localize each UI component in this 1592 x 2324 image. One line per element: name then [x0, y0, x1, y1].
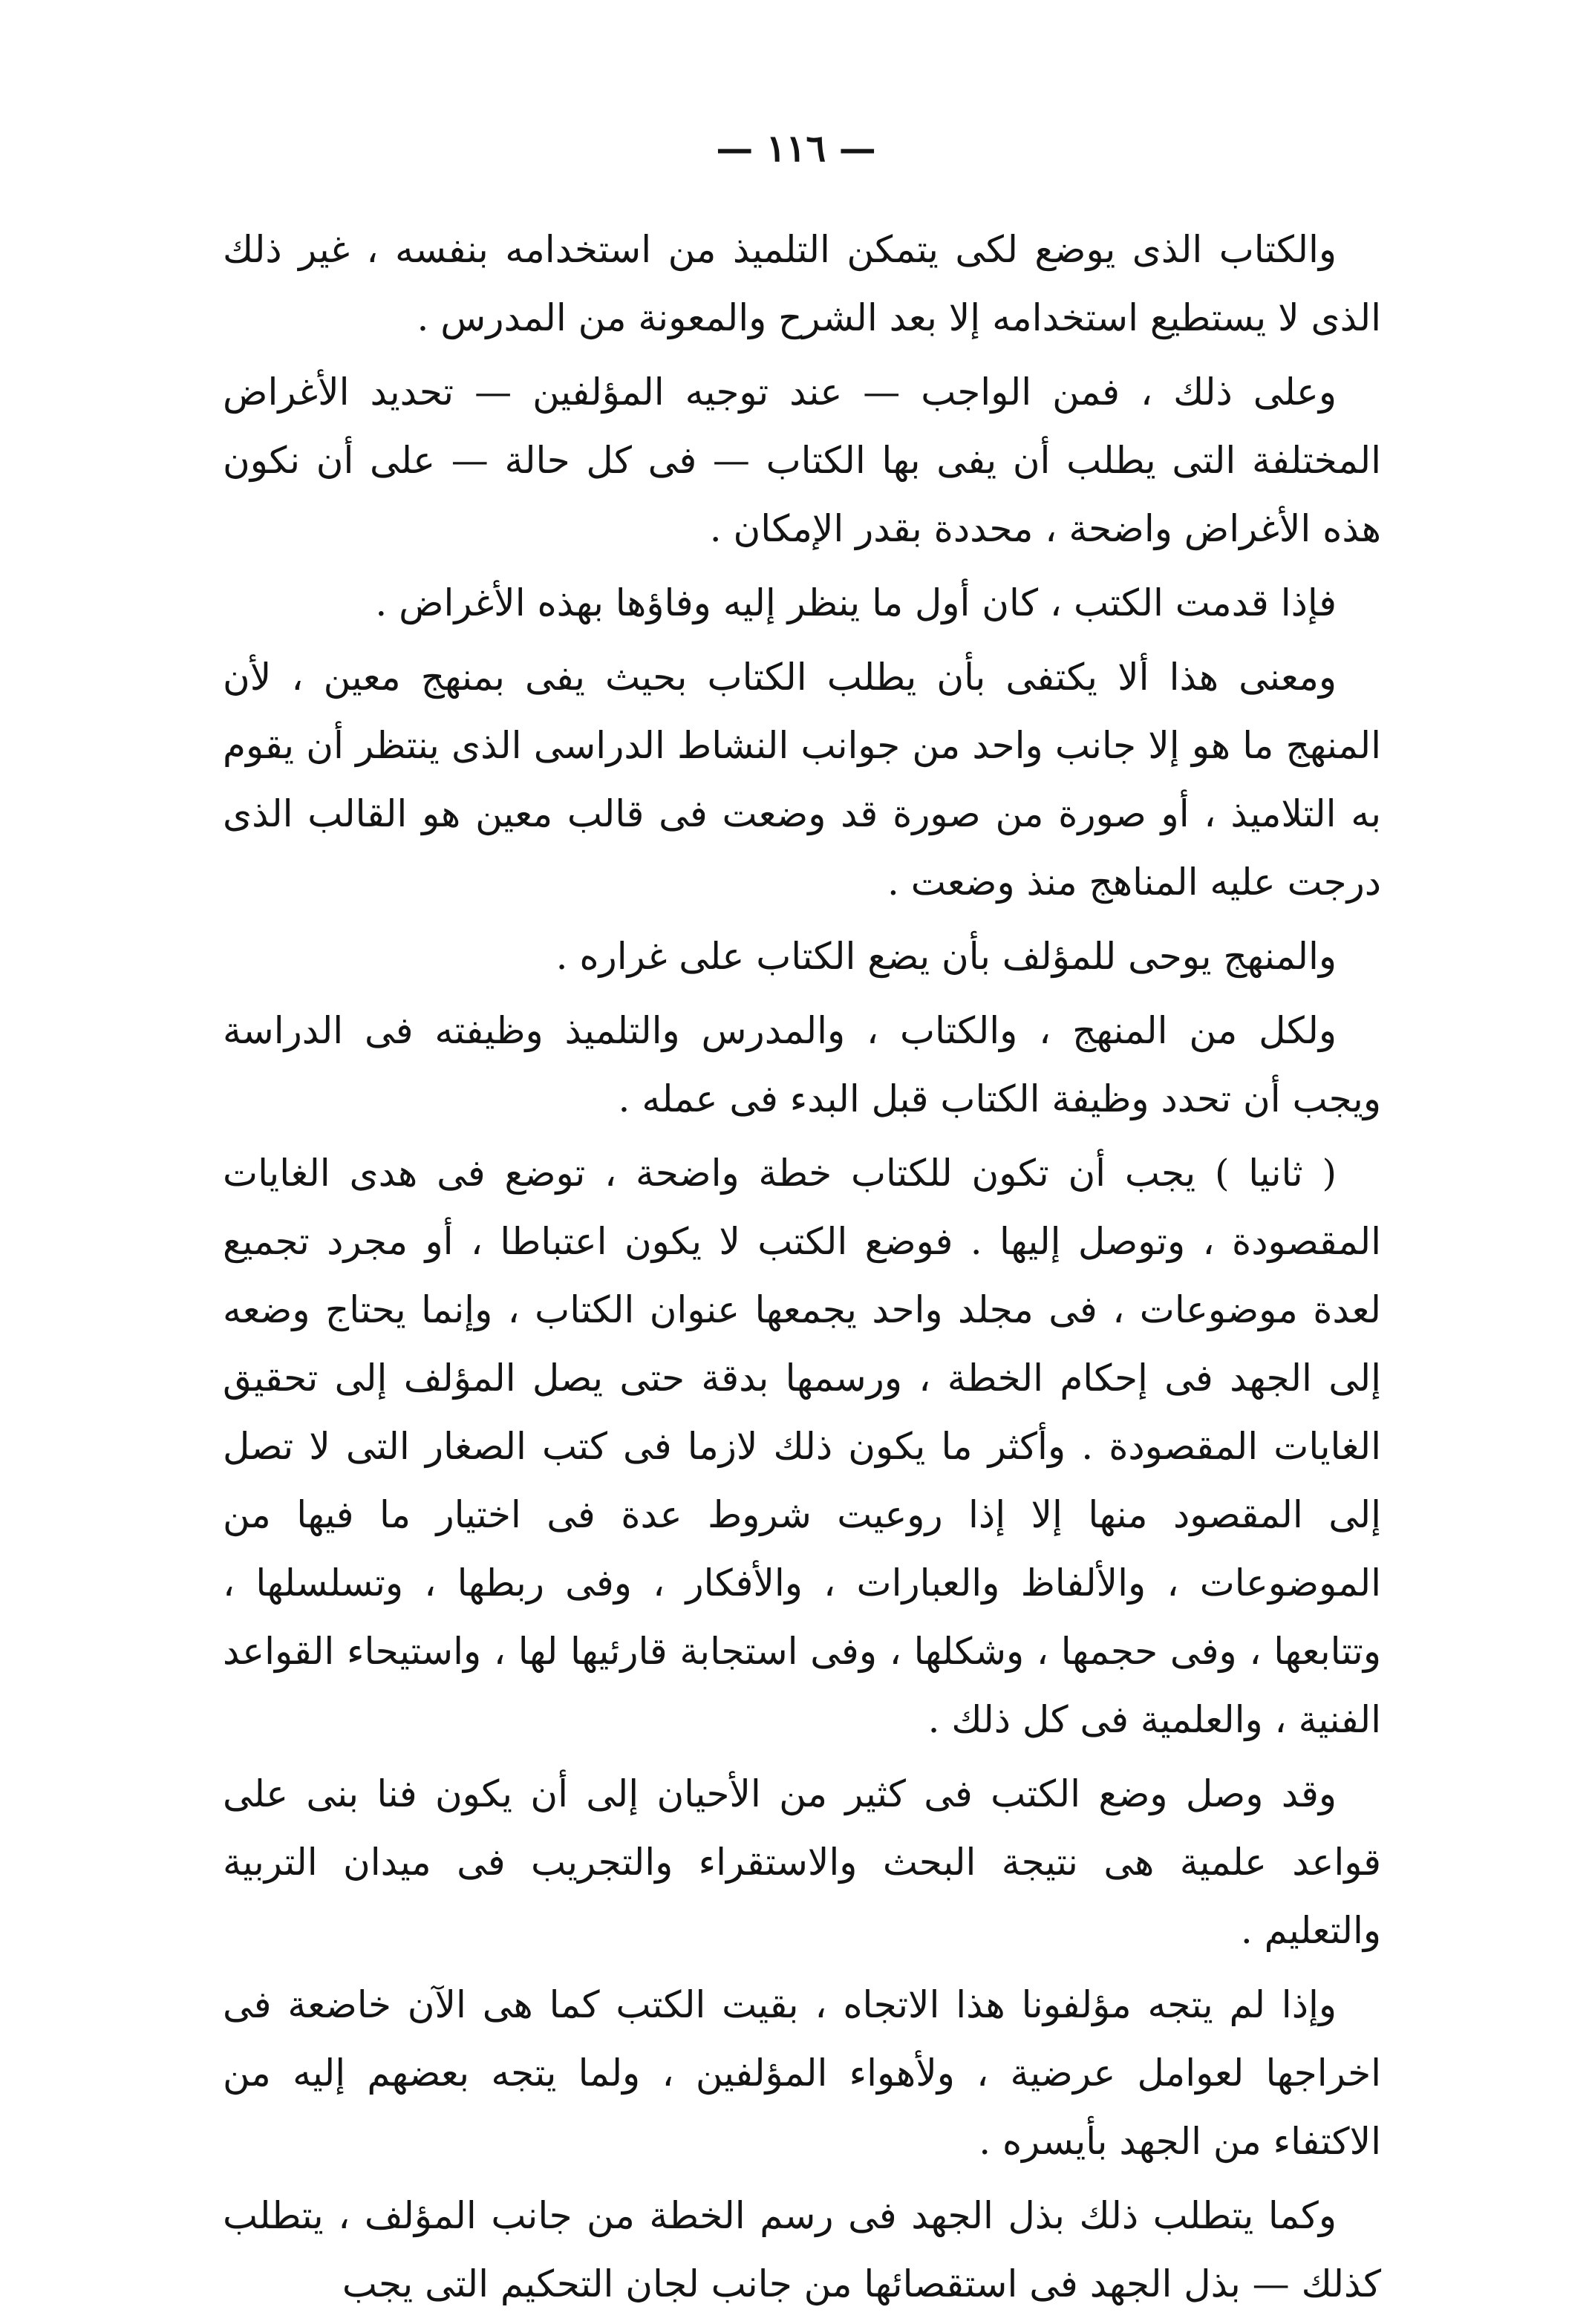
- paragraph: وقد وصل وضع الكتب فى كثير من الأحيان إلى أن يكون فنا بنى على قواعد علمية هى نتيجة البحث والاستقراء والتجريب فى ميدان التربية والتعليم .: [223, 1772, 1381, 1952]
- paragraph: ( ثانيا ) يجب أن تكون للكتاب خطة واضحة ، توضع فى هدى الغايات المقصودة ، وتوصل إليها . فوضع الكتب لا يكون اعتباطا ، أو مجرد تجميع لعدة موضوعات ، فى مجلد واحد يجمعها عنوان الكتاب ، وإنما يحتاج وضعه إلى الجهد فى إحكام الخطة ، ورسمها بدقة حتى يصل المؤلف إلى تحقيق الغايات المقصودة . وأكثر ما يكون ذلك لازما فى كتب الصغار التى لا تصل إلى المقصود منها إلا إذا روعيت شروط عدة فى اختيار ما فيها من الموضوعات ، والألفاظ والعبارات ، والأفكار ، وفى ربطها ، وتسلسلها ، وتتابعها ، وفى حجمها ، وشكلها ، وفى استجابة قارئيها لها ، واستيحاء القواعد الفنية ، والعلمية فى كل ذلك .: [223, 1152, 1381, 1741]
- paragraph: ومعنى هذا ألا يكتفى بأن يطلب الكتاب بحيث يفى بمنهج معين ، لأن المنهج ما هو إلا جانب واحد من جوانب النشاط الدراسى الذى ينتظر أن يقوم به التلاميذ ، أو صورة من صورة قد وضعت فى قالب معين هو القالب الذى درجت عليه المناهج منذ وضعت .: [223, 656, 1381, 904]
- paragraph: فإذا قدمت الكتب ، كان أول ما ينظر إليه وفاؤها بهذه الأغراض .: [375, 581, 1337, 624]
- paragraph: وكما يتطلب ذلك بذل الجهد فى رسم الخطة من جانب المؤلف ، يتطلب كذلك — بذل الجهد فى استقصائها من جانب لجان التحكيم التى يجب: [223, 2194, 1381, 2305]
- paragraph: والكتاب الذى يوضع لكى يتمكن التلميذ من استخدامه بنفسه ، غير ذلك الذى لا يستطيع استخدامه إلا بعد الشرح والمعونة من المدرس .: [223, 228, 1381, 339]
- body-text: [223, 215, 1381, 2324]
- paragraph: وعلى ذلك ، فمن الواجب — عند توجيه المؤلفين — تحديد الأغراض المختلفة التى يطلب أن يفى بها الكتاب — فى كل حالة — على أن نكون هذه الأغراض واضحة ، محددة بقدر الإمكان .: [223, 371, 1381, 550]
- paragraph: والمنهج يوحى للمؤلف بأن يضع الكتاب على غراره .: [555, 935, 1337, 978]
- page-number: — ١١٦ —: [716, 126, 876, 170]
- paragraph: وإذا لم يتجه مؤلفونا هذا الاتجاه ، بقيت الكتب كما هى الآن خاضعة فى اخراجها لعوامل عرضية ، ولأهواء المؤلفين ، ولما يتجه بعضهم إليه من الاكتفاء من الجهد بأيسره .: [223, 1983, 1381, 2163]
- paragraph: ولكل من المنهج ، والكتاب ، والمدرس والتلميذ وظيفته فى الدراسة ويجب أن تحدد وظيفة الكتاب قبل البدء فى عمله .: [223, 1009, 1381, 1120]
